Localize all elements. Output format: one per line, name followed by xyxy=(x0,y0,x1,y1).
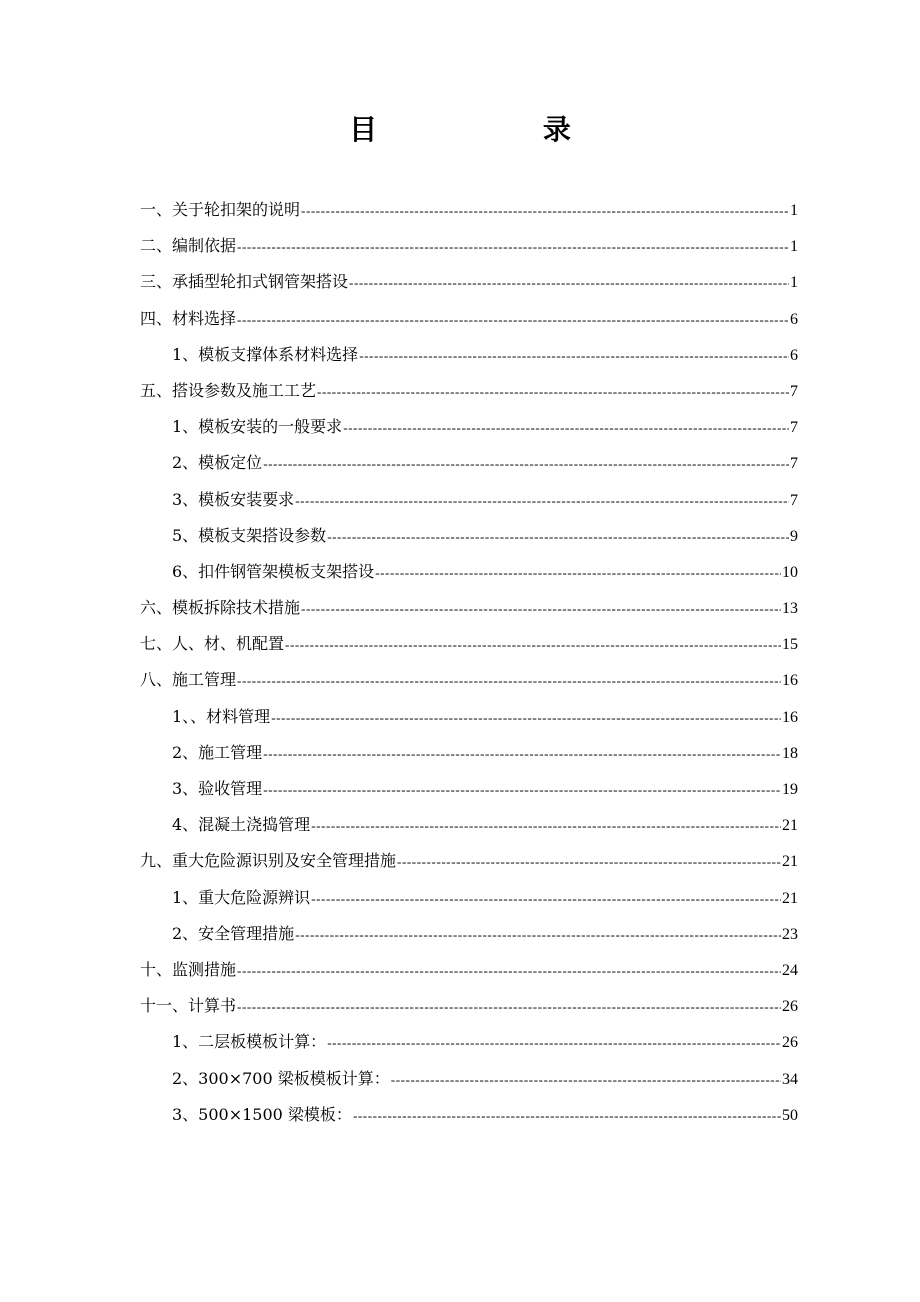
toc-entry-page-number: 21 xyxy=(782,889,798,907)
toc-dot-leader xyxy=(263,736,781,772)
toc-dot-leader xyxy=(285,627,781,663)
toc-entry-label: 2、300×700 梁板模板计算： xyxy=(172,1068,390,1088)
toc-dot-leader xyxy=(375,555,781,591)
toc-dot-leader xyxy=(359,338,789,374)
toc-entry-label: 八、施工管理 xyxy=(140,670,237,690)
toc-entry-label: 一、关于轮扣架的说明 xyxy=(140,200,301,219)
toc-entry-label: 1、模板安装的一般要求 xyxy=(172,417,343,437)
toc-entry[interactable] xyxy=(140,771,798,807)
toc-entry-page-number: 7 xyxy=(790,419,798,437)
toc-entry-page-number: 24 xyxy=(782,961,798,979)
toc-dot-leader xyxy=(237,229,789,265)
toc-entry-label: 四、材料选择 xyxy=(140,308,237,328)
toc-entry-label: 九、重大危险源识别及安全管理措施 xyxy=(140,851,397,871)
toc-entry[interactable] xyxy=(140,988,798,1024)
toc-dot-leader xyxy=(263,772,781,808)
toc-entry-page-number: 9 xyxy=(790,527,798,545)
toc-dot-leader xyxy=(263,446,789,482)
toc-entry-label: 2、安全管理措施 xyxy=(172,923,295,943)
toc-entry[interactable] xyxy=(140,554,798,590)
toc-entry-page-number: 21 xyxy=(782,817,798,835)
toc-entry-label: 六、模板拆除技术措施 xyxy=(140,598,301,618)
toc-dot-leader xyxy=(327,1025,781,1061)
toc-dot-leader xyxy=(237,989,781,1025)
toc-entry-page-number: 16 xyxy=(782,708,798,726)
toc-entry[interactable] xyxy=(140,192,798,228)
toc-entry-page-number: 6 xyxy=(790,346,798,364)
toc-entry-label: 3、验收管理 xyxy=(172,779,263,798)
toc-entry-page-number: 50 xyxy=(782,1106,798,1124)
toc-entry-page-number: 23 xyxy=(782,925,798,943)
table-of-contents xyxy=(140,192,798,1133)
toc-entry[interactable] xyxy=(140,373,798,409)
toc-entry[interactable] xyxy=(140,1061,798,1097)
toc-entry-page-number: 21 xyxy=(782,853,798,871)
toc-entry[interactable] xyxy=(140,807,798,843)
toc-entry-page-number: 7 xyxy=(790,491,798,509)
toc-entry[interactable] xyxy=(140,952,798,988)
toc-entry[interactable] xyxy=(140,518,798,554)
toc-entry[interactable] xyxy=(140,916,798,952)
toc-entry-label: 1、模板支撑体系材料选择 xyxy=(172,344,359,364)
toc-entry-label: 1、二层板模板计算： xyxy=(172,1032,327,1052)
toc-entry-label: 二、编制依据 xyxy=(140,236,237,256)
toc-entry[interactable] xyxy=(140,699,798,735)
toc-entry-label: 十、监测措施 xyxy=(140,959,237,979)
toc-entry[interactable] xyxy=(140,880,798,916)
toc-entry[interactable] xyxy=(140,445,798,481)
toc-entry-label: 5、模板支架搭设参数 xyxy=(172,525,327,545)
toc-entry[interactable] xyxy=(140,1024,798,1060)
toc-dot-leader xyxy=(311,808,781,844)
toc-entry-page-number: 7 xyxy=(790,455,798,473)
toc-entry-label: 6、扣件钢管架模板支架搭设 xyxy=(172,561,375,581)
toc-entry[interactable] xyxy=(140,482,798,518)
toc-entry-page-number: 26 xyxy=(782,998,798,1016)
toc-entry-label: 三、承插型轮扣式钢管架搭设 xyxy=(140,272,349,292)
toc-entry-page-number: 15 xyxy=(782,636,798,654)
toc-entry[interactable] xyxy=(140,301,798,337)
toc-entry-label: 2、施工管理 xyxy=(172,742,263,762)
page-title xyxy=(0,110,920,150)
toc-entry[interactable] xyxy=(140,228,798,264)
toc-entry-label: 2、模板定位 xyxy=(172,453,263,473)
toc-entry-label: 1、、材料管理 xyxy=(172,706,271,726)
toc-dot-leader xyxy=(237,663,781,699)
toc-entry[interactable] xyxy=(140,1097,798,1133)
toc-dot-leader xyxy=(237,302,789,338)
toc-entry[interactable] xyxy=(140,337,798,373)
toc-entry-page-number: 16 xyxy=(782,672,798,690)
toc-dot-leader xyxy=(301,193,789,229)
toc-entry-label: 1、重大危险源辨识 xyxy=(172,887,311,907)
toc-entry-page-number: 6 xyxy=(790,310,798,328)
toc-entry[interactable] xyxy=(140,843,798,879)
toc-entry-label: 十一、计算书 xyxy=(140,996,237,1016)
toc-entry[interactable] xyxy=(140,409,798,445)
toc-entry-label: 五、搭设参数及施工工艺 xyxy=(140,380,317,400)
toc-entry-label: 3、500×1500 梁模板： xyxy=(172,1104,352,1124)
toc-dot-leader xyxy=(295,917,781,953)
toc-dot-leader xyxy=(353,1098,781,1134)
toc-entry[interactable] xyxy=(140,264,798,300)
toc-entry[interactable] xyxy=(140,662,798,698)
toc-entry-label: 4、混凝土浇捣管理 xyxy=(172,815,311,835)
toc-dot-leader xyxy=(349,265,789,301)
toc-entry-page-number: 10 xyxy=(782,563,798,581)
toc-entry-label: 3、模板安装要求 xyxy=(172,489,295,509)
toc-dot-leader xyxy=(317,374,789,410)
toc-dot-leader xyxy=(271,700,781,736)
toc-entry-page-number: 7 xyxy=(790,382,798,400)
toc-entry-page-number: 18 xyxy=(782,744,798,762)
toc-entry-page-number: 1 xyxy=(790,274,798,292)
toc-entry[interactable] xyxy=(140,626,798,662)
toc-entry-page-number: 26 xyxy=(782,1034,798,1052)
toc-entry-page-number: 1 xyxy=(790,202,798,219)
toc-entry-page-number: 1 xyxy=(790,238,798,256)
toc-dot-leader xyxy=(343,410,789,446)
toc-dot-leader xyxy=(397,844,781,880)
toc-dot-leader xyxy=(295,483,789,519)
toc-entry-page-number: 13 xyxy=(782,600,798,618)
toc-dot-leader xyxy=(301,591,781,627)
toc-entry-label: 七、人、材、机配置 xyxy=(140,634,285,654)
toc-dot-leader xyxy=(327,519,789,555)
toc-entry[interactable] xyxy=(140,590,798,626)
toc-dot-leader xyxy=(311,881,781,917)
toc-entry-page-number: 34 xyxy=(782,1070,798,1088)
page-title-text: 目 录 xyxy=(349,113,649,146)
toc-entry-page-number: 19 xyxy=(782,781,798,798)
toc-entry[interactable] xyxy=(140,735,798,771)
toc-dot-leader xyxy=(391,1062,781,1098)
toc-dot-leader xyxy=(237,953,781,989)
